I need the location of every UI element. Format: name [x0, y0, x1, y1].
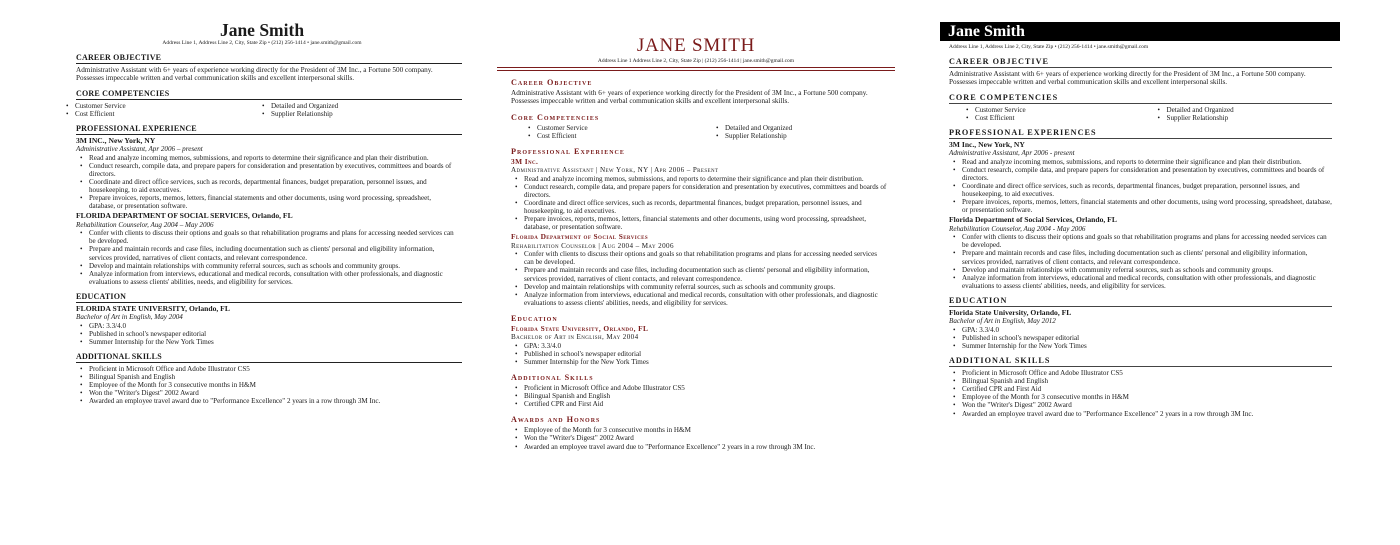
list-item: • GPA: 3.3/4.0 — [89, 322, 454, 330]
job-bullets — [511, 250, 887, 307]
list-item: • Customer Service — [975, 106, 1141, 114]
list-item: • Conduct research, compile data, and prepare papers for consideration and presentation by executives, committees and boards of directors. — [89, 162, 454, 178]
school-name: Florida State University, Orlando, FL — [511, 323, 649, 333]
degree: Bachelor of Art in English, May 2004 — [511, 333, 639, 342]
section-heading-competencies: CORE COMPETENCIES — [76, 89, 462, 100]
section-heading-objective: CAREER OBJECTIVE — [76, 53, 462, 64]
job-org: 3M INC., New York, NY — [76, 135, 156, 145]
competencies-left — [511, 124, 699, 140]
list-item: • Prepare and maintain records and case files, including documentation such as clients' personal and eligibility information, services provided, narratives of client contacts, and relevant correspondence. — [524, 266, 887, 282]
list-item: • Coordinate and direct office services, such as records, departmental finances, budget preparation, personnel issues, and housekeeping, to aid executives. — [89, 178, 454, 194]
job-role: Rehabilitation Counselor, Aug 2004 - May 2006 — [949, 224, 1086, 233]
list-item: • Awarded an employee travel award due to "Performance Excellence" 2 years in a row through 3M Inc. — [89, 397, 454, 405]
list-item: • Supplier Relationship — [725, 132, 887, 140]
section-heading-experience: Professional Experience — [511, 146, 625, 156]
section-heading-experience: PROFESSIONAL EXPERIENCE — [76, 124, 462, 135]
degree: Bachelor of Art in English, May 2012 — [949, 317, 1056, 326]
list-item: • Employee of the Month for 3 consecutive months in H&M — [962, 393, 1332, 401]
list-item: • Customer Service — [75, 102, 258, 110]
list-item: • Confer with clients to discuss their options and goals so that rehabilitation programs and plans for accessing needed services can be developed. — [89, 229, 454, 245]
list-item: • Detailed and Organized — [271, 102, 454, 110]
list-item: • Detailed and Organized — [1167, 106, 1333, 114]
experience-section — [76, 137, 454, 286]
resume-name: JANE SMITH — [636, 35, 756, 56]
objective-text: Administrative Assistant with 6+ years of experience working directly for the President of 3M Inc., a Fortune 500 company. Possesses impeccable written and verbal communication skills and excellent interpersonal skills. — [511, 89, 868, 106]
list-item: • Read and analyze incoming memos, submissions, and reports to determine their significance and plan their distribution. — [89, 154, 454, 162]
list-item: • Coordinate and direct office services, such as records, departmental finances, budget preparation, personnel issues, and housekeeping, to aid executives. — [962, 182, 1332, 198]
competencies-grid — [511, 124, 887, 140]
resume-name: Jane Smith — [219, 20, 305, 40]
job-role: Administrative Assistant, Apr 2006 – present — [76, 145, 203, 154]
list-item: • Analyze information from interviews, educational and medical records, consultation with other professionals, and diagnostic evaluations to assess clients' abilities, needs, and eligibility for services. — [962, 274, 1332, 290]
list-item: • Won the "Writer's Digest" 2002 Award — [524, 434, 887, 442]
list-item: • Develop and maintain relationships with community referral sources, such as schools and community groups. — [89, 262, 454, 270]
awards-section — [511, 426, 887, 450]
job-bullets — [76, 154, 454, 211]
job-entry — [76, 212, 454, 286]
list-item: • Won the "Writer's Digest" 2002 Award — [89, 389, 454, 397]
competencies-left — [949, 106, 1141, 122]
list-item: • Conduct research, compile data, and prepare papers for consideration and presentation by executives, committees and boards of directors. — [962, 166, 1332, 182]
job-bullets — [511, 175, 887, 232]
name-bar — [940, 22, 1340, 41]
list-item: • Bilingual Spanish and English — [89, 373, 454, 381]
education-bullets — [76, 322, 454, 346]
list-item: • Certified CPR and First Aid — [962, 385, 1332, 393]
education-bullets — [511, 342, 887, 366]
skills-bullets — [76, 365, 454, 405]
competencies-grid — [949, 106, 1332, 122]
skills-section — [76, 365, 454, 405]
job-entry — [511, 233, 887, 307]
school-name: Florida State University, Orlando, FL — [949, 307, 1072, 317]
objective-text: Administrative Assistant with 6+ years of experience working directly for the President of 3M Inc., a Fortune 500 company. Possesses impeccable written and verbal communication skills and excellent interpersonal skills. — [76, 66, 433, 83]
section-heading-experience: PROFESSIONAL EXPERIENCES — [949, 128, 1332, 139]
list-item: • Bilingual Spanish and English — [524, 392, 887, 400]
job-bullets — [949, 233, 1332, 290]
list-item: • Analyze information from interviews, educational and medical records, consultation with other professionals, and diagnostic evaluations to assess clients' abilities, needs, and eligibility for services. — [89, 270, 454, 286]
education-section — [511, 325, 887, 366]
competencies-grid — [62, 102, 454, 118]
job-org: FLORIDA DEPARTMENT OF SOCIAL SERVICES, Orlando, FL — [76, 211, 293, 221]
job-entry — [949, 141, 1332, 215]
list-item: • Supplier Relationship — [1167, 114, 1333, 122]
list-item: • Read and analyze incoming memos, submissions, and reports to determine their significance and plan their distribution. — [962, 158, 1332, 166]
list-item: • Confer with clients to discuss their options and goals so that rehabilitation programs and plans for accessing needed services can be developed. — [962, 233, 1332, 249]
competencies-right — [1141, 106, 1333, 122]
list-item: • Awarded an employee travel award due to "Performance Excellence" 2 years in a row through 3M Inc. — [524, 443, 887, 451]
section-heading-education: EDUCATION — [949, 296, 1332, 307]
competencies-left — [62, 102, 258, 118]
job-org: 3M Inc., New York, NY — [949, 139, 1025, 149]
resume-template-bold — [940, 0, 1340, 545]
list-item: • Develop and maintain relationships with community referral sources, such as schools and community groups. — [962, 266, 1332, 274]
list-item: • GPA: 3.3/4.0 — [524, 342, 887, 350]
section-heading-competencies: Core Competencies — [511, 112, 600, 122]
list-item: • Cost Efficient — [537, 132, 699, 140]
list-item: • Prepare and maintain records and case files, including documentation such as clients' personal and eligibility information, services provided, narratives of client contacts, and relevant correspondence. — [962, 249, 1332, 265]
section-heading-objective: CAREER OBJECTIVE — [949, 57, 1332, 68]
list-item: • Confer with clients to discuss their options and goals so that rehabilitation programs and plans for accessing needed services can be developed. — [524, 250, 887, 266]
list-item: • Supplier Relationship — [271, 110, 454, 118]
experience-section — [511, 158, 887, 307]
list-item: • Coordinate and direct office services, such as records, departmental finances, budget preparation, personnel issues, and housekeeping, to aid executives. — [524, 199, 887, 215]
job-entry — [511, 158, 887, 232]
list-item: • Read and analyze incoming memos, submissions, and reports to determine their significance and plan their distribution. — [524, 175, 887, 183]
awards-bullets — [511, 426, 887, 450]
competencies-right — [699, 124, 887, 140]
list-item: • Customer Service — [537, 124, 699, 132]
skills-bullets — [949, 369, 1332, 418]
skills-bullets — [511, 384, 887, 408]
contact-line: Address Line 1 Address Line 2, City, State Zip | (212) 256-1414 | jane.smith@gmail.com — [497, 58, 895, 68]
skills-section — [949, 369, 1332, 418]
job-role: Rehabilitation Counselor | Aug 2004 – May 2006 — [511, 241, 674, 250]
section-heading-skills: Additional Skills — [511, 373, 594, 383]
list-item: • Analyze information from interviews, educational and medical records, consultation with other professionals, and diagnostic evaluations to assess clients' abilities, needs, and eligibility for services. — [524, 291, 887, 307]
education-bullets — [949, 326, 1332, 350]
list-item: • Detailed and Organized — [725, 124, 887, 132]
list-item: • GPA: 3.3/4.0 — [962, 326, 1332, 334]
job-role: Rehabilitation Counselor, Aug 2004 – May 2006 — [76, 220, 214, 229]
job-role: Administrative Assistant | New York, NY | Apr 2006 – Present — [511, 166, 719, 175]
list-item: • Certified CPR and First Aid — [524, 400, 887, 408]
section-heading-skills: ADDITIONAL SKILLS — [76, 352, 462, 363]
job-org: 3M Inc. — [511, 156, 539, 166]
list-item: • Develop and maintain relationships with community referral sources, such as schools and community groups. — [524, 283, 887, 291]
experience-section — [949, 141, 1332, 290]
list-item: • Proficient in Microsoft Office and Adobe Illustrator CS5 — [962, 369, 1332, 377]
list-item: • Prepare invoices, reports, memos, letters, financial statements and other documents, using word processing, spreadsheet, database, or presentation software. — [89, 194, 454, 210]
list-item: • Summer Internship for the New York Times — [524, 358, 887, 366]
job-org: Florida Department of Social Services — [511, 232, 649, 242]
list-item: • Prepare and maintain records and case files, including documentation such as clients' personal and eligibility information, services provided, narratives of client contacts, and relevant correspondence. — [89, 245, 454, 261]
list-item: • Published in school's newspaper editorial — [89, 330, 454, 338]
job-bullets — [949, 158, 1332, 215]
resume-template-elegant — [497, 0, 895, 545]
section-heading-education: Education — [511, 313, 558, 323]
list-item: • Employee of the Month for 3 consecutive months in H&M — [524, 426, 887, 434]
list-item: • Bilingual Spanish and English — [962, 377, 1332, 385]
education-section — [76, 305, 454, 346]
list-item: • Published in school's newspaper editorial — [962, 334, 1332, 342]
section-heading-competencies: CORE COMPETENCIES — [949, 93, 1332, 104]
list-item: • Proficient in Microsoft Office and Adobe Illustrator CS5 — [524, 384, 887, 392]
resume-name: Jane Smith — [948, 23, 1025, 40]
degree: Bachelor of Art in English, May 2004 — [76, 313, 183, 322]
list-item: • Won the "Writer's Digest" 2002 Award — [962, 401, 1332, 409]
job-org: Florida Department of Social Services, Orlando, FL — [949, 215, 1117, 225]
section-heading-awards: Awards and Honors — [511, 415, 601, 425]
contact-line: Address Line 1, Address Line 2, City, State Zip • (212) 256-1414 • jane.smith@gmail.com — [949, 44, 1149, 50]
list-item: • Cost Efficient — [75, 110, 258, 118]
objective-text: Administrative Assistant with 6+ years of experience working directly for the President of 3M Inc., a Fortune 500 company. Possesses impeccable written and verbal communication skills and excellent interpersonal skills. — [949, 70, 1306, 87]
list-item: • Cost Efficient — [975, 114, 1141, 122]
job-role: Administrative Assistant, Apr 2006 - present — [949, 149, 1075, 158]
list-item: • Summer Internship for the New York Times — [89, 338, 454, 346]
job-entry — [949, 216, 1332, 290]
list-item: • Proficient in Microsoft Office and Adobe Illustrator CS5 — [89, 365, 454, 373]
section-heading-objective: Career Objective — [511, 78, 593, 87]
skills-section — [511, 384, 887, 408]
list-item: • Employee of the Month for 3 consecutive months in H&M — [89, 381, 454, 389]
resume-template-classic — [62, 0, 462, 545]
list-item: • Summer Internship for the New York Times — [962, 342, 1332, 350]
job-entry — [76, 137, 454, 211]
list-item: • Published in school's newspaper editorial — [524, 350, 887, 358]
section-heading-education: EDUCATION — [76, 292, 462, 303]
contact-line: Address Line 1, Address Line 2, City, State Zip • (212) 256-1414 • jane.smith@gmail.com — [162, 40, 362, 46]
section-heading-skills: ADDITIONAL SKILLS — [949, 356, 1332, 367]
header-rule — [497, 70, 895, 71]
education-section — [949, 309, 1332, 350]
job-bullets — [76, 229, 454, 286]
list-item: • Awarded an employee travel award due to "Performance Excellence" 2 years in a row through 3M Inc. — [962, 410, 1332, 418]
competencies-right — [258, 102, 454, 118]
list-item: • Prepare invoices, reports, memos, letters, financial statements and other documents, using word processing, spreadsheet, database, or presentation software. — [524, 215, 887, 231]
school-name: FLORIDA STATE UNIVERSITY, Orlando, FL — [76, 303, 230, 313]
list-item: • Prepare invoices, reports, memos, letters, financial statements and other documents, using word processing, spreadsheet, database, or presentation software. — [962, 198, 1332, 214]
list-item: • Conduct research, compile data, and prepare papers for consideration and presentation by executives, committees and boards of directors. — [524, 183, 887, 199]
